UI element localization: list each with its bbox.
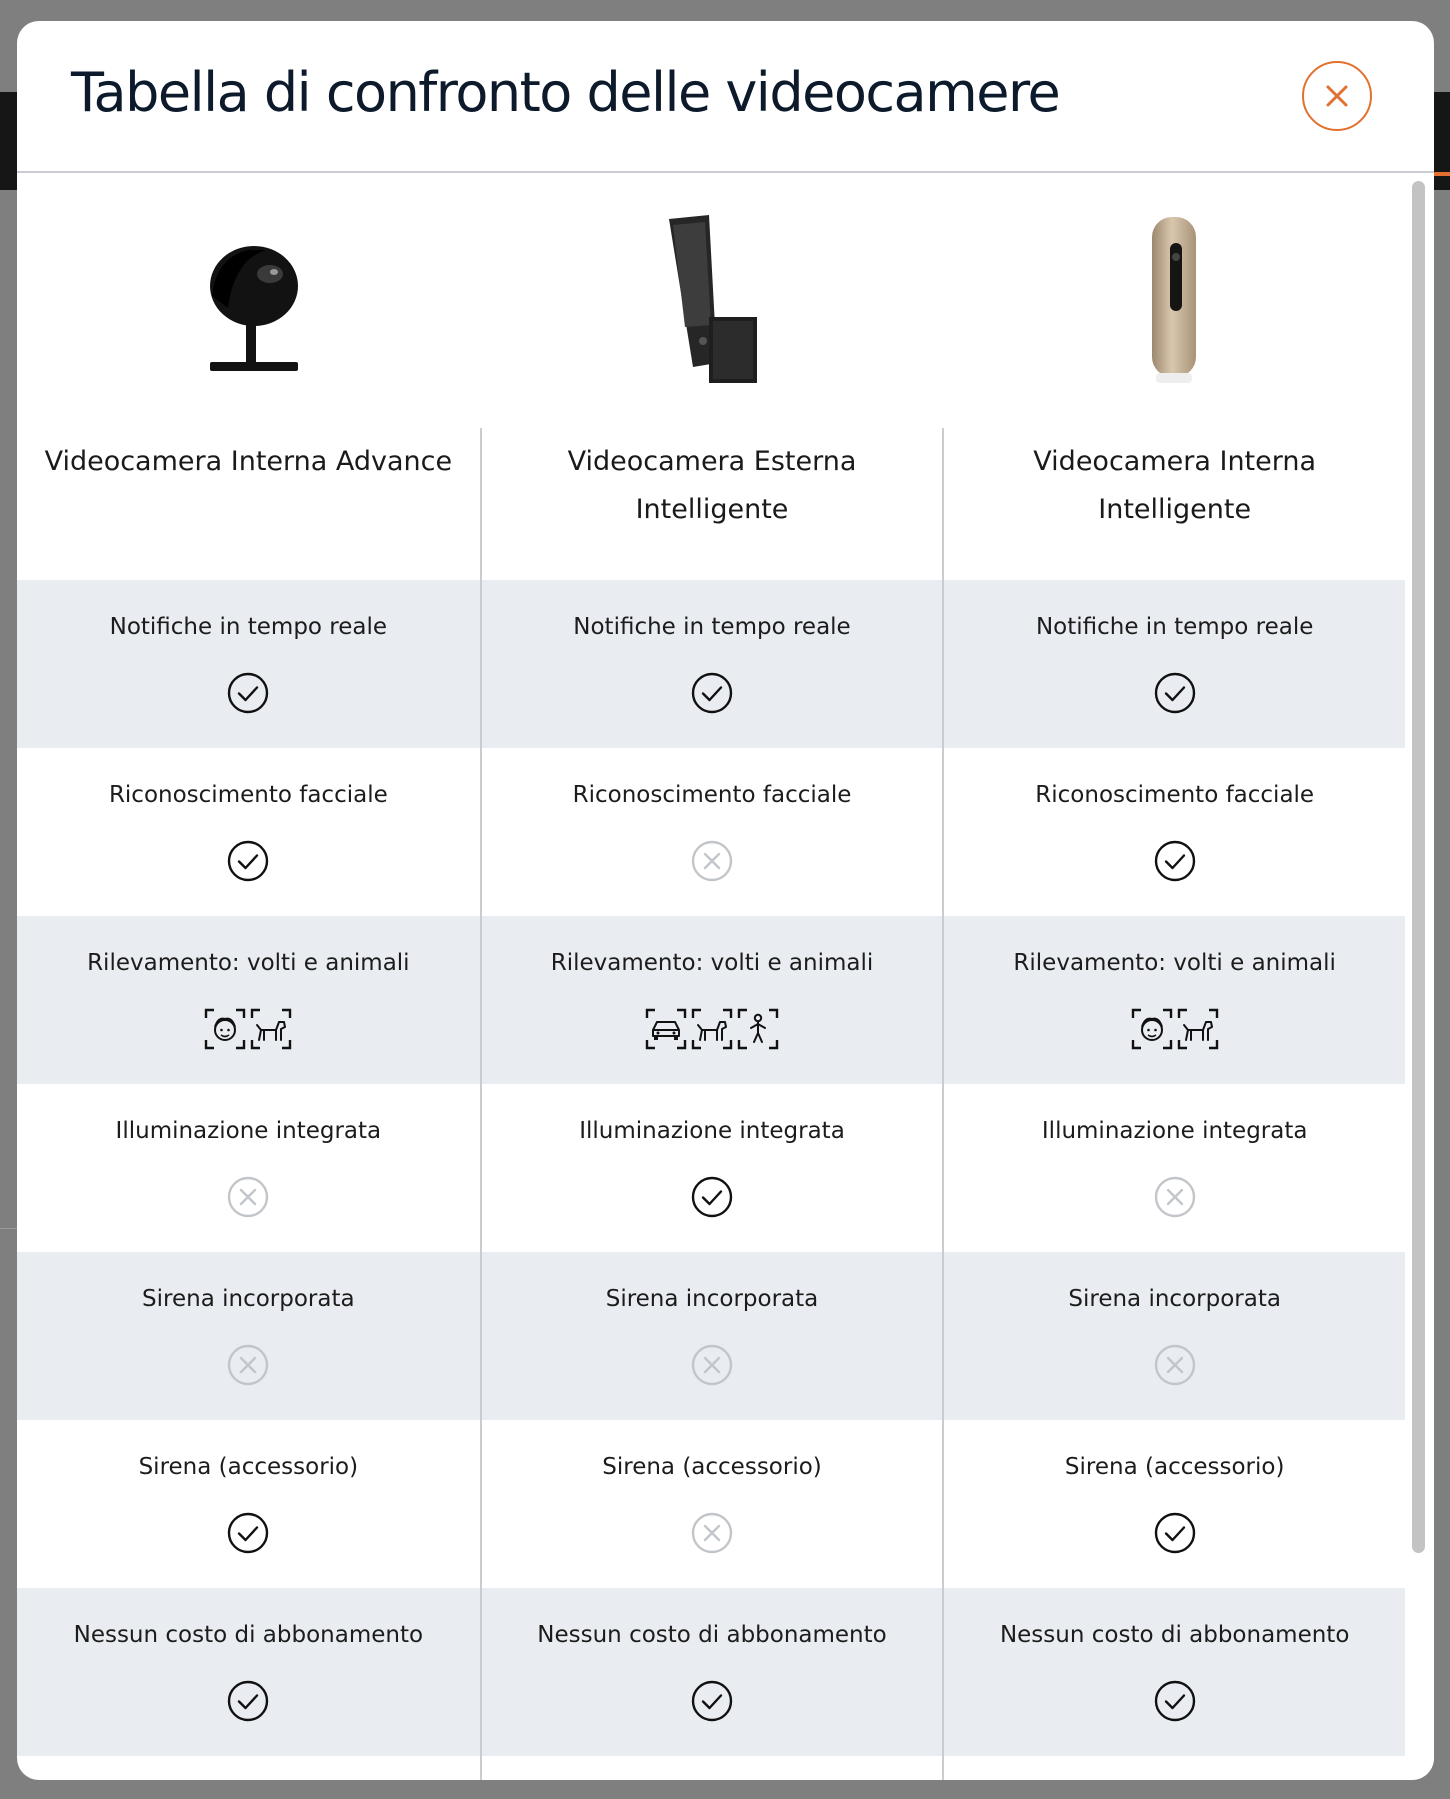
feature-value — [1154, 671, 1196, 715]
feature-label: Sirena incorporata — [142, 1286, 355, 1312]
feature-cell — [942, 1252, 1405, 1420]
feature-label: Sirena incorporata — [1068, 1286, 1281, 1312]
camera-image-cell — [17, 173, 480, 428]
feature-cell — [17, 1252, 480, 1420]
feature-label: Notifiche in tempo reale — [109, 614, 388, 640]
cross-circle-icon — [691, 1344, 733, 1386]
feature-label: Rilevamento: volti e animali — [1013, 950, 1336, 976]
feature-label: Riconoscimento facciale — [1035, 782, 1315, 808]
table-row — [17, 1252, 1405, 1420]
feature-value — [227, 1175, 269, 1219]
feature-cell — [480, 1756, 943, 1780]
feature-value — [227, 671, 269, 715]
check-circle-icon — [691, 1680, 733, 1722]
camera-name: Videocamera Esterna Intelligente — [480, 428, 943, 580]
feature-value — [227, 839, 269, 883]
camera-images-row — [17, 173, 1405, 428]
table-row — [17, 916, 1405, 1084]
cross-circle-icon — [227, 1176, 269, 1218]
feature-label: Riconoscimento facciale — [108, 782, 388, 808]
cross-circle-icon — [1154, 1344, 1196, 1386]
feature-label: Illuminazione integrata — [1041, 1118, 1308, 1144]
feature-cell — [480, 580, 943, 748]
feature-cell — [942, 580, 1405, 748]
check-circle-icon — [1154, 840, 1196, 882]
comparison-modal — [17, 21, 1434, 1780]
modal-title: Tabella di confronto delle videocamere — [71, 61, 1060, 124]
feature-value — [1154, 1679, 1196, 1723]
feature-cell — [942, 1588, 1405, 1756]
feature-label: Nessun costo di abbonamento — [999, 1622, 1350, 1648]
animal-detection-icon — [250, 1008, 292, 1050]
feature-value — [1131, 1007, 1219, 1051]
check-circle-icon — [691, 1176, 733, 1218]
close-button[interactable] — [1302, 61, 1372, 131]
feature-label: Sirena incorporata — [605, 1286, 819, 1312]
check-circle-icon — [227, 1512, 269, 1554]
feature-value — [227, 1511, 269, 1555]
face-detection-icon — [204, 1008, 246, 1050]
feature-label: Rilevamento: volti e animali — [550, 950, 874, 976]
feature-value — [227, 1679, 269, 1723]
feature-cell — [942, 1420, 1405, 1588]
camera-names-row — [17, 428, 1405, 580]
feature-cell — [480, 748, 943, 916]
cross-circle-icon — [227, 1344, 269, 1386]
feature-cell — [17, 1084, 480, 1252]
feature-cell — [942, 1084, 1405, 1252]
table-row — [17, 748, 1405, 916]
table-row — [17, 1084, 1405, 1252]
person-detection-icon — [737, 1008, 779, 1050]
feature-value — [204, 1007, 292, 1051]
feature-label: Notifiche in tempo reale — [1035, 614, 1314, 640]
camera-name: Videocamera Interna Advance — [44, 446, 453, 477]
check-circle-icon — [1154, 1680, 1196, 1722]
check-circle-icon — [227, 840, 269, 882]
feature-value — [1154, 1511, 1196, 1555]
camera-name: Videocamera Interna Intelligente — [942, 428, 1405, 580]
feature-cell — [480, 1084, 943, 1252]
feature-cell — [17, 1420, 480, 1588]
camera-image-cell — [942, 173, 1405, 428]
check-circle-icon — [1154, 1512, 1196, 1554]
camera-image-cell — [480, 173, 943, 428]
feature-value — [691, 1175, 733, 1219]
feature-label: Illuminazione integrata — [115, 1118, 382, 1144]
check-circle-icon — [691, 672, 733, 714]
table-row — [17, 1420, 1405, 1588]
feature-value — [691, 1679, 733, 1723]
feature-label: Notifiche in tempo reale — [573, 614, 851, 640]
feature-cell — [942, 916, 1405, 1084]
table-row — [17, 1588, 1405, 1756]
feature-value — [691, 839, 733, 883]
face-detection-icon — [1131, 1008, 1173, 1050]
feature-rows — [17, 580, 1434, 1756]
feature-cell — [17, 748, 480, 916]
feature-value — [691, 1343, 733, 1387]
feature-cell — [17, 916, 480, 1084]
feature-label: Nessun costo di abbonamento — [73, 1622, 424, 1648]
comparison-table[interactable] — [17, 173, 1434, 1780]
feature-value — [691, 1511, 733, 1555]
feature-cell — [480, 916, 943, 1084]
feature-cell — [480, 1252, 943, 1420]
feature-cell — [17, 1588, 480, 1756]
table-row-partial — [17, 1756, 1405, 1780]
feature-label: Nessun costo di abbonamento — [537, 1622, 887, 1648]
check-circle-icon — [1154, 672, 1196, 714]
close-icon — [1324, 83, 1350, 109]
feature-cell — [480, 1588, 943, 1756]
feature-label: Riconoscimento facciale — [572, 782, 852, 808]
feature-label: Sirena (accessorio) — [602, 1454, 822, 1480]
check-circle-icon — [227, 672, 269, 714]
scrollbar-thumb[interactable] — [1412, 181, 1425, 1553]
feature-label: Sirena (accessorio) — [138, 1454, 359, 1480]
animal-detection-icon — [1177, 1008, 1219, 1050]
vehicle-detection-icon — [645, 1008, 687, 1050]
feature-value — [1154, 839, 1196, 883]
cross-circle-icon — [1154, 1176, 1196, 1218]
feature-value — [1154, 1343, 1196, 1387]
feature-label: Rilevamento: volti e animali — [87, 950, 410, 976]
feature-value — [227, 1343, 269, 1387]
feature-cell — [942, 1756, 1405, 1780]
feature-value — [1154, 1175, 1196, 1219]
indoor-advance-camera-image — [188, 216, 308, 386]
feature-cell — [17, 1756, 480, 1780]
feature-cell — [17, 580, 480, 748]
feature-cell — [480, 1420, 943, 1588]
modal-header — [17, 21, 1434, 173]
feature-label: Illuminazione integrata — [579, 1118, 845, 1144]
indoor-smart-camera-image — [1134, 213, 1214, 388]
cross-circle-icon — [691, 1512, 733, 1554]
cross-circle-icon — [691, 840, 733, 882]
check-circle-icon — [227, 1680, 269, 1722]
feature-value — [691, 671, 733, 715]
feature-value — [645, 1007, 779, 1051]
feature-label: Sirena (accessorio) — [1064, 1454, 1285, 1480]
outdoor-smart-camera-image — [651, 213, 771, 388]
background-divider — [0, 1228, 18, 1229]
table-row — [17, 580, 1405, 748]
animal-detection-icon — [691, 1008, 733, 1050]
feature-cell — [942, 748, 1405, 916]
